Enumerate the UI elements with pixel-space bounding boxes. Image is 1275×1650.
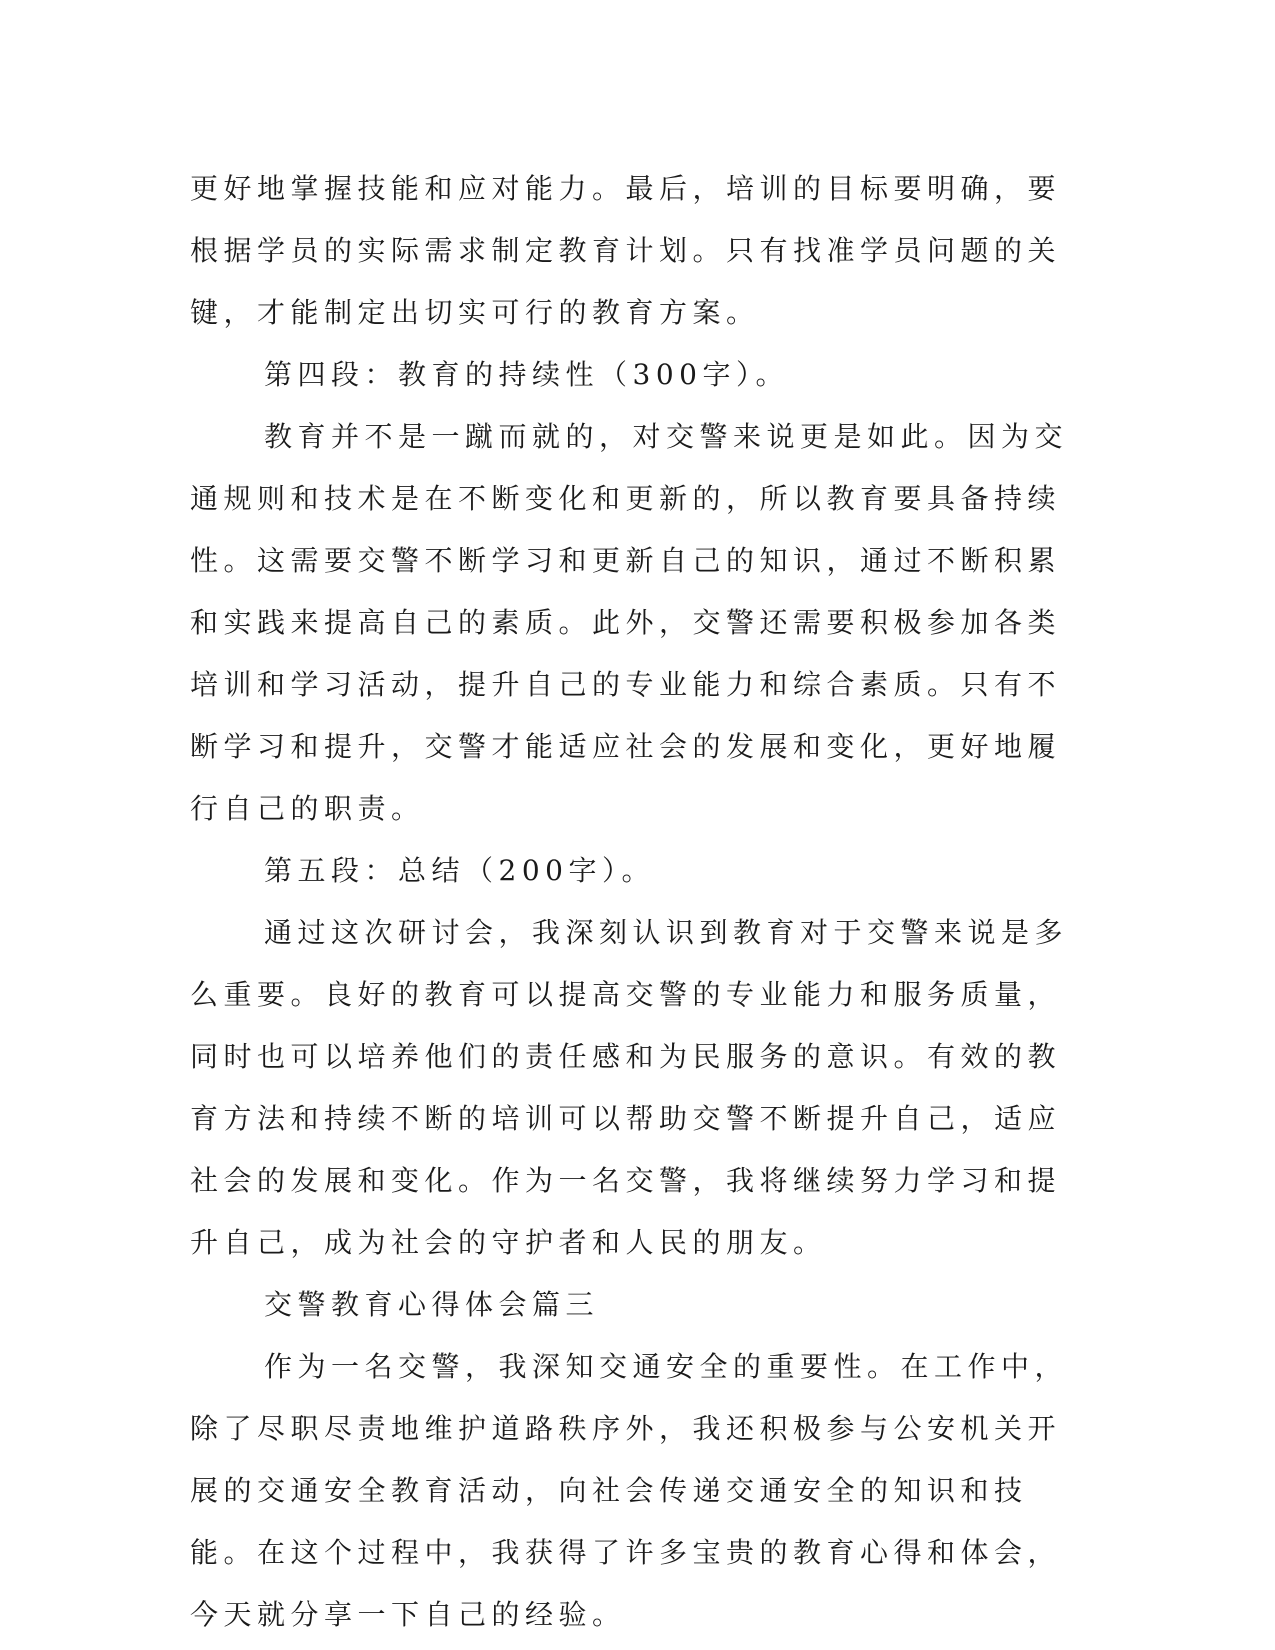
- article-title-part-3: 交警教育心得体会篇三: [264, 1288, 600, 1321]
- paragraph-part-3-intro: 作为一名交警，我深知交通安全的重要性。在工作中，除了尽职尽责地维护道路秩序外，我还积极参与公安机关开展的交通安全教育活动，向社会传递交通安全的知识和技能。在这个过程中，我获得了许多宝贵的教育心得和体会，今天就分享一下自己的经验。: [190, 1350, 1069, 1631]
- paragraph-continued-training-goals: 更好地掌握技能和应对能力。最后，培训的目标要明确，要根据学员的实际需求制定教育计划。只有找准学员问题的关键，才能制定出切实可行的教育方案。: [190, 172, 1062, 329]
- section-heading-4: 第四段：教育的持续性（300字）。: [264, 358, 789, 391]
- paragraph-summary: 通过这次研讨会，我深刻认识到教育对于交警来说是多么重要。良好的教育可以提高交警的专业能力和服务质量，同时也可以培养他们的责任感和为民服务的意识。有效的教育方法和持续不断的培训可以帮助交警不断提升自己，适应社会的发展和变化。作为一名交警，我将继续努力学习和提升自己，成为社会的守护者和人民的朋友。: [190, 916, 1069, 1259]
- section-heading-5: 第五段：总结（200字）。: [264, 854, 655, 887]
- document-body: [190, 158, 1090, 1646]
- paragraph-continuity: 教育并不是一蹴而就的，对交警来说更是如此。因为交通规则和技术是在不断变化和更新的，所以教育要具备持续性。这需要交警不断学习和更新自己的知识，通过不断积累和实践来提高自己的素质。此外，交警还需要积极参加各类培训和学习活动，提升自己的专业能力和综合素质。只有不断学习和提升，交警才能适应社会的发展和变化，更好地履行自己的职责。: [190, 420, 1069, 825]
